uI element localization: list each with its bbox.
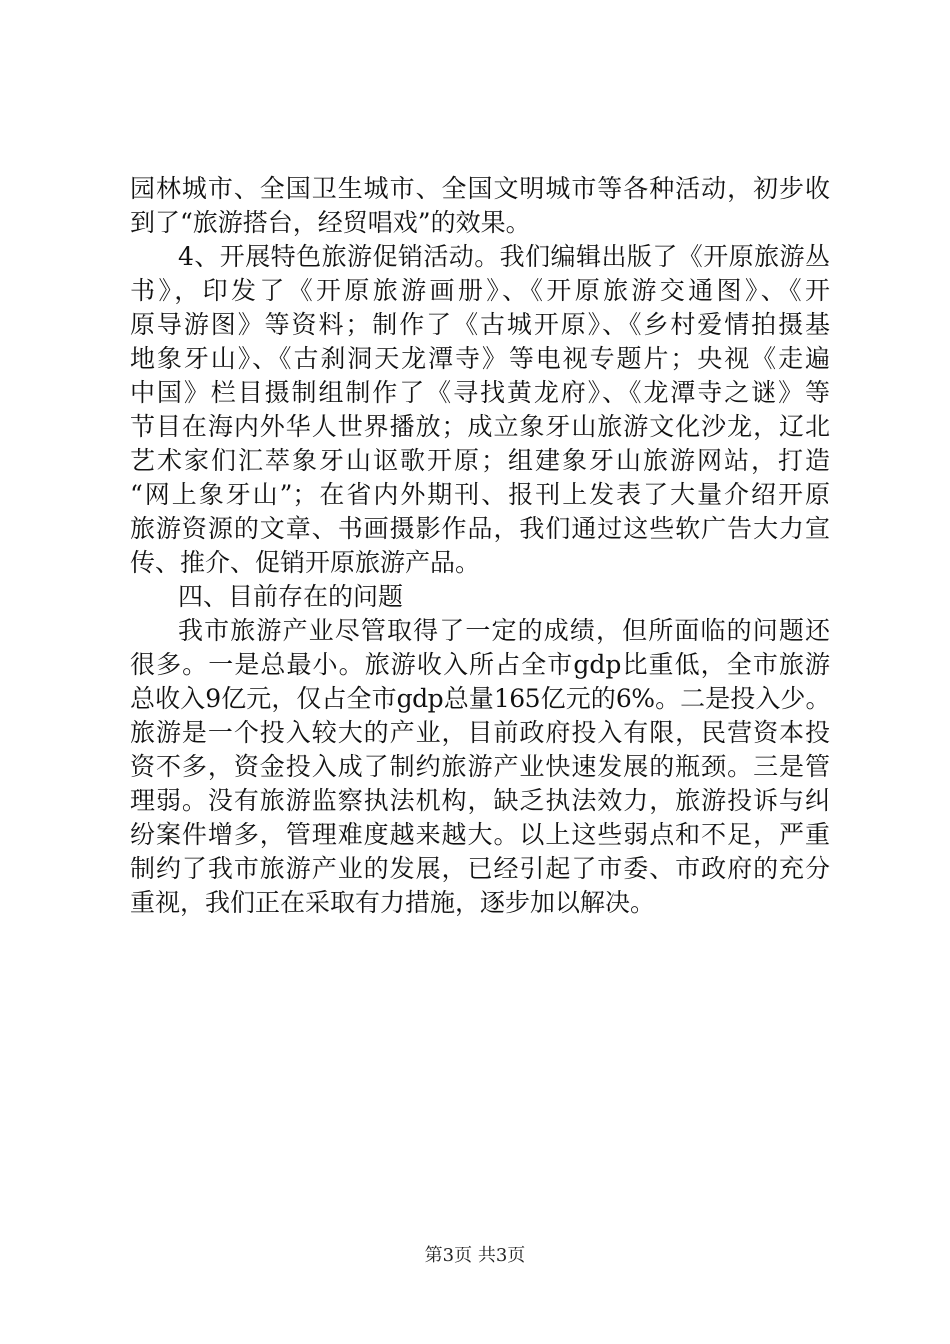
text-line: 总收入9亿元，仅占全市gdp总量165亿元的6%。二是投入少。 <box>130 684 830 713</box>
text-line: 旅游是一个投入较大的产业，目前政府投入有限，民营资本投 <box>130 718 830 747</box>
text-line: 艺术家们汇萃象牙山讴歌开原；组建象牙山旅游网站，打造 <box>130 446 830 475</box>
paragraph-first-line: 我市旅游产业尽管取得了一定的成绩，但所面临的问题还 <box>178 616 830 645</box>
text-line: 很多。一是总最小。旅游收入所占全市gdp比重低，全市旅游 <box>130 650 830 679</box>
text-line: 节目在海内外华人世界播放；成立象牙山旅游文化沙龙，辽北 <box>130 412 830 441</box>
text-line: 重视，我们正在采取有力措施，逐步加以解决。 <box>130 888 656 917</box>
text-line: 资不多，资金投入成了制约旅游产业快速发展的瓶颈。三是管 <box>130 752 830 781</box>
text-line: 园林城市、全国卫生城市、全国文明城市等各种活动，初步收 <box>130 174 830 203</box>
section-heading: 四、目前存在的问题 <box>178 582 404 611</box>
text-line: 地象牙山》、《古刹洞天龙潭寺》等电视专题片；央视《走遍 <box>130 344 830 373</box>
text-line: 原导游图》等资料；制作了《古城开原》、《乡村爱情拍摄基 <box>130 310 830 339</box>
text-line: 中国》栏目摄制组制作了《寻找黄龙府》、《龙潭寺之谜》等 <box>130 378 830 407</box>
paragraph-first-line: 4、开展特色旅游促销活动。我们编辑出版了《开原旅游丛 <box>178 242 830 271</box>
text-line: 传、推介、促销开原旅游产品。 <box>130 548 481 577</box>
document-body <box>130 172 830 920</box>
text-line: 纷案件增多，管理难度越来越大。以上这些弱点和不足，严重 <box>130 820 830 849</box>
text-line: 书》，印发了《开原旅游画册》、《开原旅游交通图》、《开 <box>130 276 830 305</box>
page-number-footer: 第3页 共3页 <box>424 1245 526 1266</box>
text-line: 到了“旅游搭台，经贸唱戏”的效果。 <box>130 208 531 237</box>
text-line: 旅游资源的文章、书画摄影作品，我们通过这些软广告大力宣 <box>130 514 830 543</box>
text-line: 理弱。没有旅游监察执法机构，缺乏执法效力，旅游投诉与纠 <box>130 786 830 815</box>
text-line: 制约了我市旅游产业的发展，已经引起了市委、市政府的充分 <box>130 854 830 883</box>
text-line: “网上象牙山”；在省内外期刊、报刊上发表了大量介绍开原 <box>130 480 830 509</box>
